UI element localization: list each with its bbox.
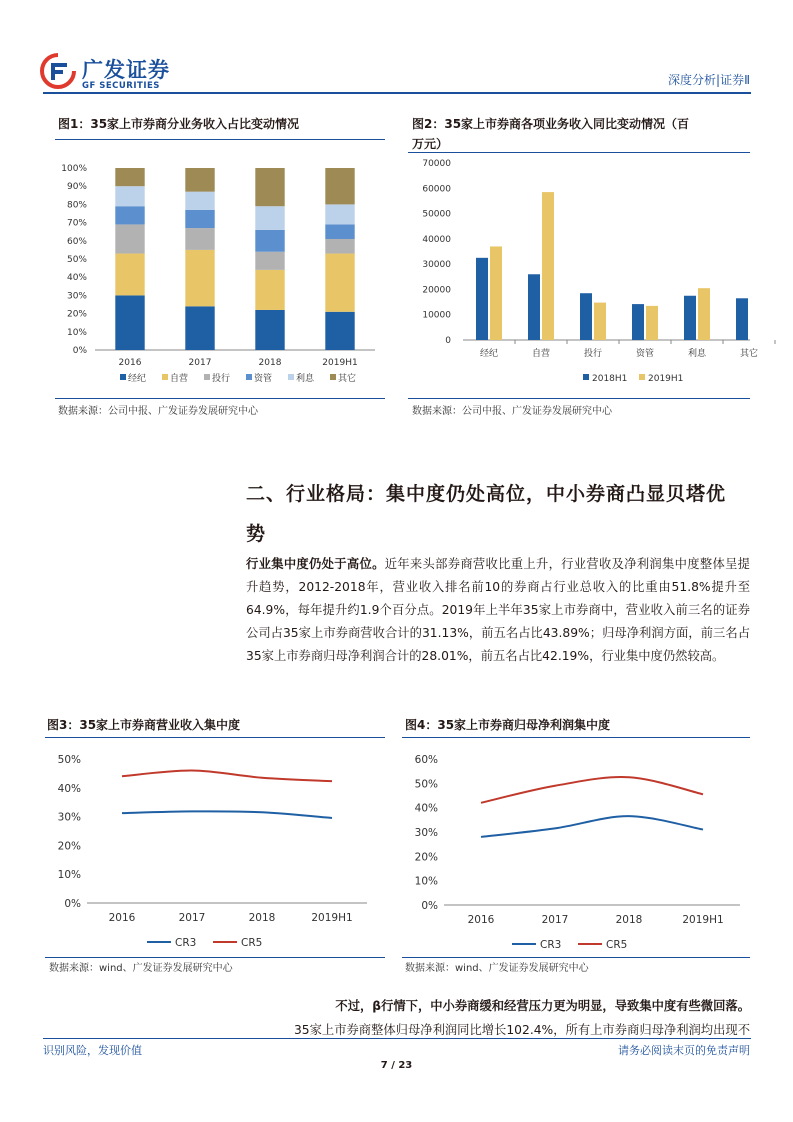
fig4-top-rule: [402, 737, 750, 738]
footer-disclaimer: 请务必阅读末页的免责声明: [618, 1044, 750, 1057]
fig2-title-line2: 万元）: [412, 137, 449, 151]
legend-label: CR5: [606, 939, 628, 951]
fig1-source: 数据来源：公司中报、广发证券发展研究中心: [58, 406, 258, 417]
x-tick-label: 2016: [118, 358, 142, 368]
x-tick-label: 资管: [635, 349, 655, 359]
y-tick-label: 70%: [66, 218, 87, 229]
bar-segment-利息: [325, 204, 354, 224]
bar-segment-资管: [325, 224, 354, 239]
header-section-label: 深度分析|证券Ⅱ: [668, 73, 750, 87]
y-tick-label: 60000: [422, 184, 451, 195]
x-tick-label: 2019H1: [322, 358, 358, 368]
header-rule: [43, 92, 751, 94]
x-tick-label: 经纪: [479, 349, 499, 359]
bar-segment-其它: [325, 168, 354, 204]
bar-segment-资管: [185, 210, 214, 228]
y-tick-label: 0%: [64, 898, 81, 910]
y-tick-label: 30%: [57, 811, 81, 824]
legend-swatch: [246, 374, 252, 380]
paragraph-body: 近年来头部券商营收比重上升，行业营收及净利润集中度整体呈提升趋势，2012-2018年，营业收入排名前10的券商占行业总收入的比重由51.8%提升至64.9%，每年提升约1.9个百分点。2019年上半年35家上市券商中，营业收入前三名的证券公司占35家上市券商营收合计的31.13%，前五名占比43.89%；归母净利润方面，前三名占35家上市券商归母净利润合计的28.01%，前五名占比42.19%，行业集中度仍然较高。: [246, 557, 750, 663]
y-tick-label: 80%: [66, 200, 87, 211]
legend-label: 资管: [254, 374, 273, 384]
y-tick-label: 20%: [414, 851, 438, 864]
bar-2018H1-投行: [580, 293, 592, 340]
y-tick-label: 40%: [414, 802, 438, 815]
fig2-bottom-rule: [408, 398, 750, 399]
bar-segment-资管: [115, 206, 144, 224]
legend-swatch: [583, 374, 589, 380]
fig3-title: 图3：35家上市券商营业收入集中度: [47, 718, 241, 732]
legend-label: 投行: [212, 374, 231, 384]
legend-label: 2018H1: [592, 374, 628, 384]
bar-segment-经纪: [185, 306, 214, 350]
x-tick-label: 利息: [687, 349, 707, 359]
legend-label: 2019H1: [648, 374, 684, 384]
series-line-CR3: [481, 816, 703, 837]
y-tick-label: 10000: [422, 310, 451, 321]
y-tick-label: 30000: [422, 260, 451, 271]
bar-2018H1-经纪: [476, 258, 488, 340]
series-line-CR5: [481, 777, 703, 803]
y-tick-label: 30%: [414, 827, 438, 839]
bar-segment-自营: [185, 250, 214, 306]
beta-sentence: 不过，β行情下，中小券商缓和经营压力更为明显，导致集中度有些微回落。: [335, 999, 750, 1013]
fig1-title: 图1：35家上市券商分业务收入占比变动情况: [58, 117, 300, 131]
y-tick-label: 10%: [57, 869, 81, 882]
bar-segment-自营: [255, 270, 284, 310]
bar-segment-资管: [255, 230, 284, 252]
y-tick-label: 30%: [66, 291, 87, 302]
y-tick-label: 0: [445, 336, 451, 346]
x-tick-label: 2019H1: [682, 914, 724, 926]
bar-2018H1-资管: [632, 304, 644, 340]
x-tick-label: 投行: [583, 349, 603, 359]
y-tick-label: 10%: [66, 327, 87, 338]
fig1-top-rule: [55, 139, 385, 140]
bar-2019H1-资管: [646, 306, 658, 340]
x-tick-label: 其它: [739, 349, 759, 359]
section-paragraph: [246, 553, 750, 668]
fig2-source: 数据来源：公司中报、广发证券发展研究中心: [412, 406, 612, 417]
y-tick-label: 40%: [57, 782, 81, 795]
x-tick-label: 2017: [188, 358, 212, 368]
logo-text-en: GF SECURITIES: [82, 81, 160, 91]
legend-label: 经纪: [128, 374, 147, 384]
y-tick-label: 10%: [414, 875, 438, 888]
bar-segment-经纪: [115, 295, 144, 350]
legend-swatch: [162, 374, 168, 380]
bar-segment-投行: [325, 239, 354, 254]
bar-2019H1-自营: [542, 192, 554, 340]
y-tick-label: 90%: [66, 182, 87, 193]
page-number: 7 / 23: [380, 1060, 413, 1071]
legend-label: 利息: [296, 374, 315, 384]
legend-label: CR3: [540, 939, 562, 951]
continued-sentence: 35家上市券商整体归母净利润同比增长102.4%，所有上市券商归母净利润均出现不: [293, 1023, 750, 1037]
legend-swatch: [330, 374, 336, 380]
y-tick-label: 40%: [66, 273, 87, 284]
section-title-line2: 势: [246, 523, 267, 545]
y-tick-label: 20%: [57, 840, 81, 853]
gf-logo-icon: [40, 53, 76, 89]
fig4-chart: [402, 745, 750, 955]
bar-segment-投行: [115, 224, 144, 253]
bar-segment-其它: [115, 168, 144, 186]
fig4-source: 数据来源：wind、广发证券发展研究中心: [405, 963, 589, 974]
y-tick-label: 0%: [421, 900, 438, 912]
fig3-top-rule: [45, 737, 385, 738]
y-tick-label: 100%: [61, 164, 87, 174]
fig4-bottom-rule: [402, 957, 750, 958]
y-tick-label: 50%: [414, 778, 438, 791]
y-tick-label: 20000: [422, 285, 451, 296]
bar-segment-利息: [115, 186, 144, 206]
bar-segment-自营: [115, 254, 144, 296]
logo-text-cn: 广发证券: [82, 58, 170, 82]
paragraph-lead: 行业集中度仍处于高位。: [246, 557, 385, 571]
y-tick-label: 70000: [422, 159, 451, 169]
x-tick-label: 2016: [467, 914, 495, 926]
y-tick-label: 50%: [57, 754, 81, 766]
fig3-source: 数据来源：wind、广发证券发展研究中心: [49, 963, 233, 974]
fig1-chart: [55, 150, 385, 395]
fig2-chart: [408, 153, 759, 395]
bar-segment-利息: [255, 206, 284, 230]
bar-segment-其它: [185, 168, 214, 192]
x-tick-label: 2017: [541, 914, 569, 926]
y-tick-label: 0%: [72, 346, 87, 356]
bar-2018H1-利息: [684, 296, 696, 340]
legend-swatch: [288, 374, 294, 380]
y-tick-label: 50000: [422, 209, 451, 220]
bar-segment-投行: [185, 228, 214, 250]
y-tick-label: 60%: [66, 236, 87, 247]
fig4-title: 图4：35家上市券商归母净利润集中度: [405, 718, 611, 732]
footer-rule: [43, 1038, 751, 1039]
bar-2019H1-利息: [698, 288, 710, 340]
x-tick-label: 2016: [108, 912, 136, 924]
legend-label: CR3: [175, 937, 197, 949]
series-line-CR5: [122, 771, 332, 782]
y-tick-label: 20%: [66, 309, 87, 320]
series-line-CR3: [122, 811, 332, 818]
legend-label: 其它: [338, 374, 357, 384]
legend-swatch: [204, 374, 210, 380]
x-tick-label: 2018: [248, 912, 276, 924]
bar-2018H1-其它: [736, 298, 748, 340]
fig1-bottom-rule: [55, 398, 385, 399]
bar-segment-经纪: [325, 312, 354, 350]
fig3-bottom-rule: [45, 957, 385, 958]
y-tick-label: 60%: [414, 754, 438, 766]
bar-segment-其它: [255, 168, 284, 206]
y-tick-label: 50%: [66, 255, 87, 265]
legend-label: CR5: [241, 937, 263, 949]
y-tick-label: 40000: [422, 234, 451, 245]
x-tick-label: 2017: [178, 912, 206, 924]
legend-swatch: [120, 374, 126, 380]
x-tick-label: 2018: [615, 914, 643, 926]
legend-label: 自营: [170, 374, 189, 384]
fig3-chart: [45, 745, 385, 955]
bar-segment-投行: [255, 252, 284, 270]
bar-segment-自营: [325, 254, 354, 312]
bar-2019H1-经纪: [490, 246, 502, 340]
bar-2019H1-投行: [594, 303, 606, 340]
bar-segment-经纪: [255, 310, 284, 350]
x-tick-label: 2018: [258, 358, 282, 368]
bar-2018H1-自营: [528, 274, 540, 340]
x-tick-label: 自营: [531, 349, 551, 359]
section-title-line1: 二、行业格局：集中度仍处高位，中小券商凸显贝塔优: [246, 483, 727, 505]
bar-segment-利息: [185, 192, 214, 210]
fig2-title-line1: 图2：35家上市券商各项业务收入同比变动情况（百: [412, 117, 690, 131]
x-tick-label: 2019H1: [311, 912, 353, 924]
footer-slogan: 识别风险，发现价值: [43, 1044, 142, 1057]
legend-swatch: [639, 374, 645, 380]
